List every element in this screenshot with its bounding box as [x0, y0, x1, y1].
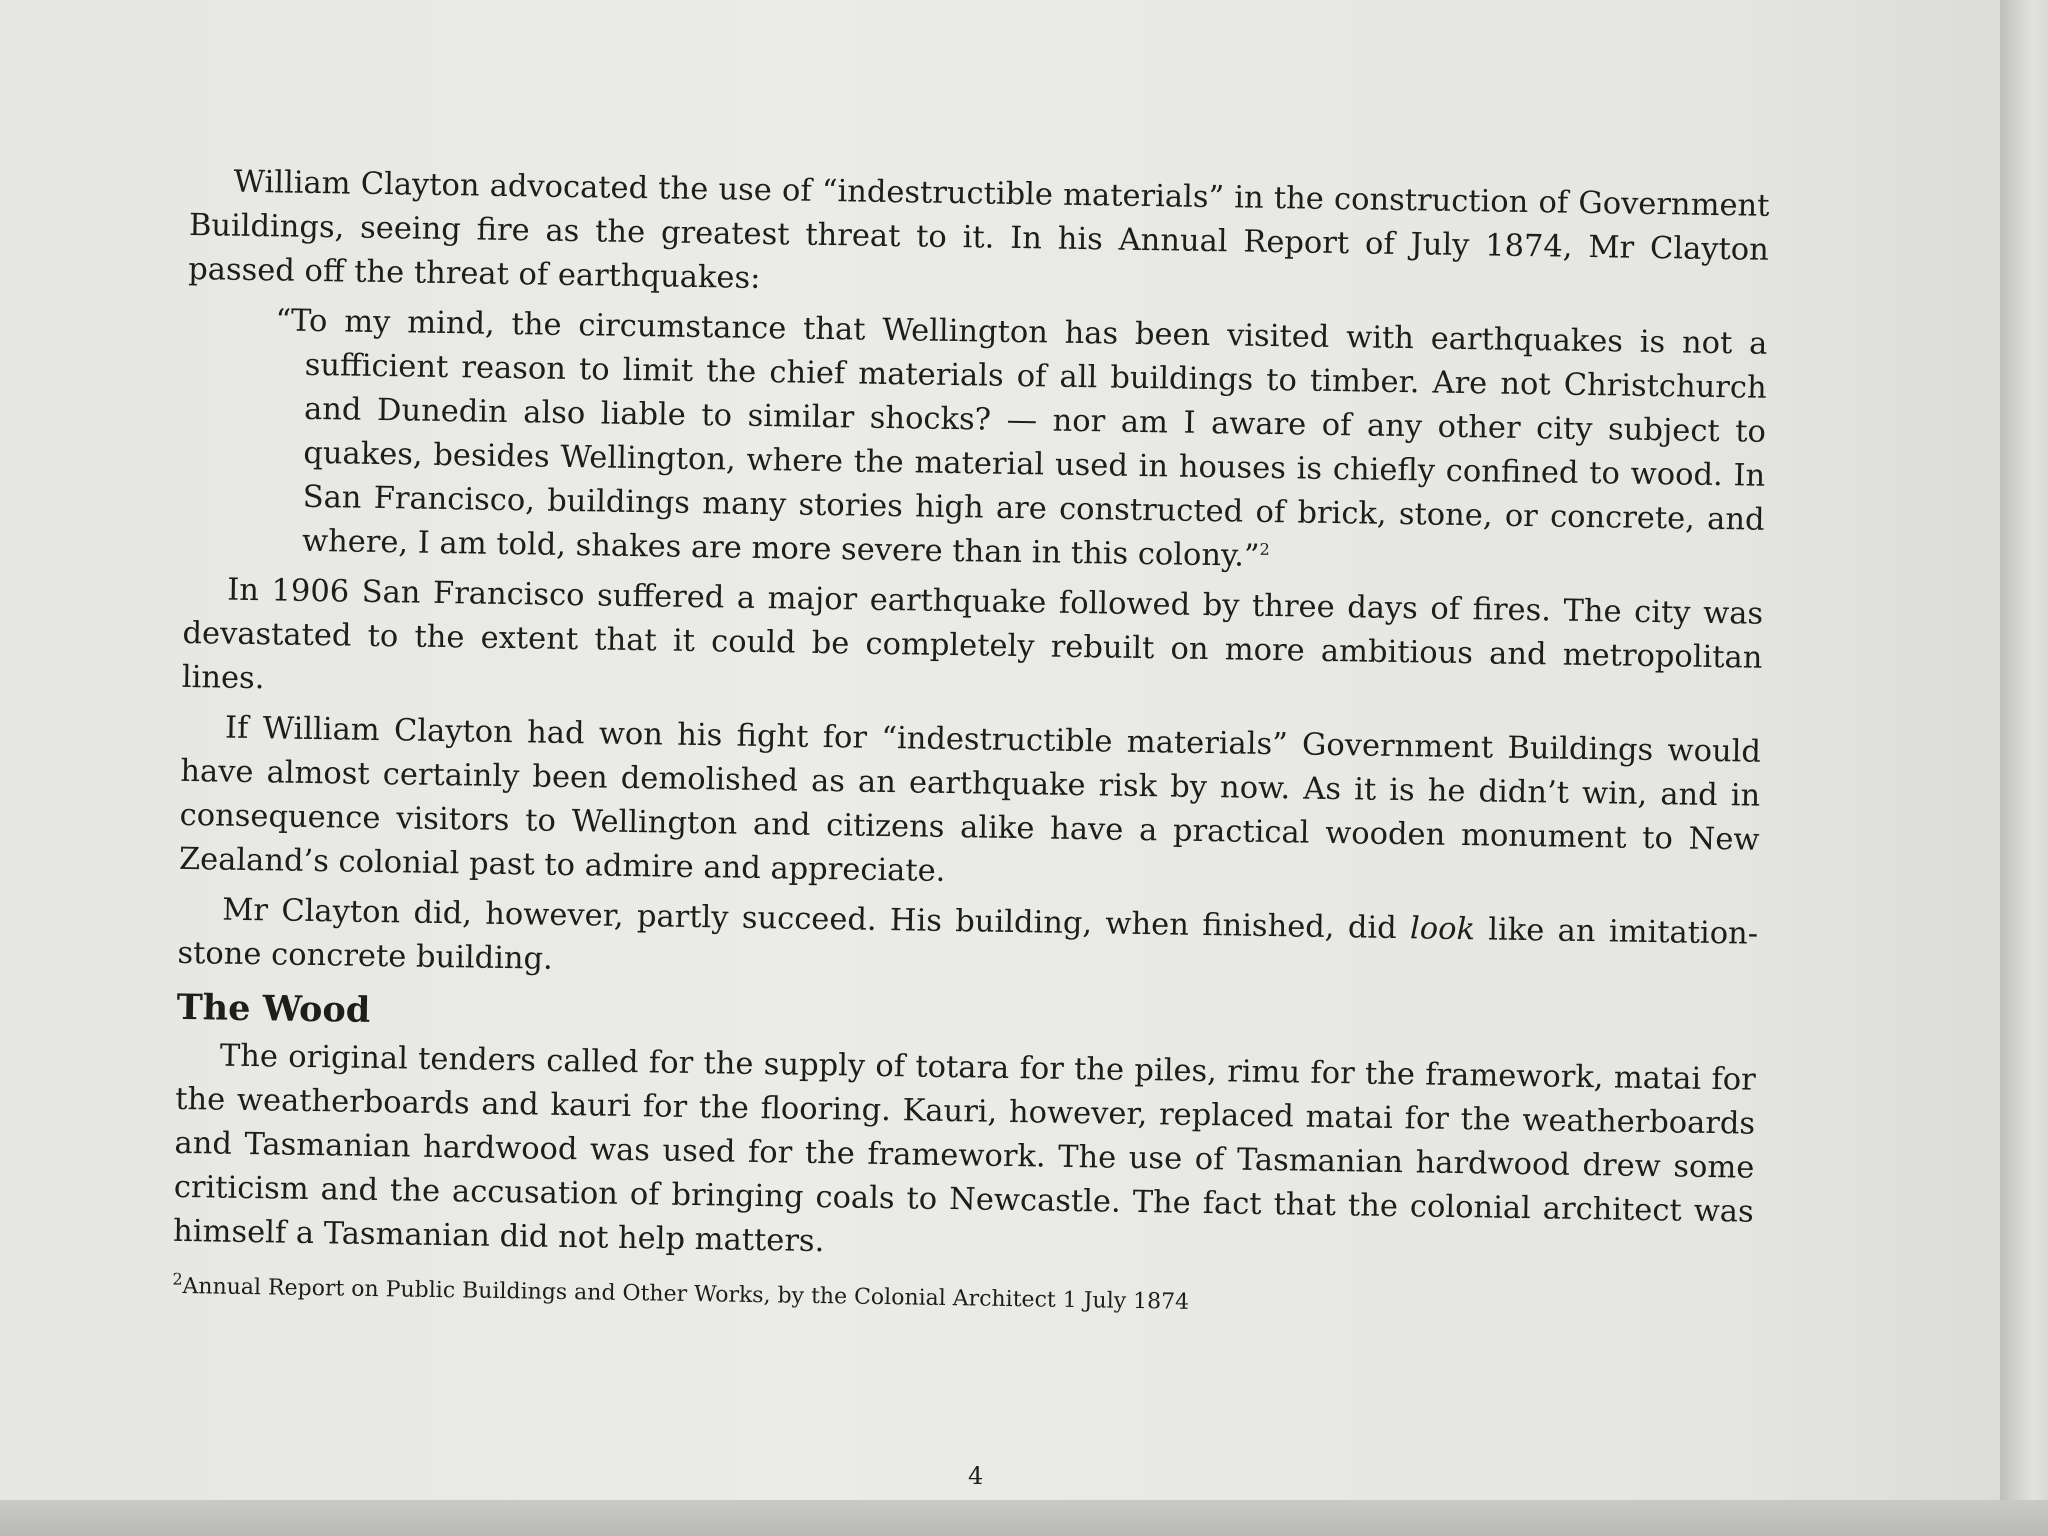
look-emphasis: look: [1409, 911, 1476, 948]
mr-clayton-text-before: Mr Clayton did, however, partly succeed. His building, when finished, did: [221, 892, 1411, 947]
footnote-number: 2: [172, 1269, 183, 1289]
section-heading-wood: The Wood: [176, 986, 371, 1031]
paragraph-mr-clayton: [177, 888, 1758, 1001]
footnote-text: Annual Report on Public Buildings and Other Works, by the Colonial Architect 1 July 1874: [182, 1274, 1190, 1315]
footnote: [172, 1269, 1752, 1327]
paragraph-wood: The original tenders called for the supply of totara for the piles, rimu for the framework, matai for the weatherboards and kauri for the flooring. Kauri, however, replaced matai for the weatherboards and Tasmanian hardwood was used for the framework. The use of Tasmanian hardwood drew some criticism and the accusation of bringing coals to Newcastle. The fact that the colonial architect was himself a Tasmanian did not help matters.: [172, 1038, 1757, 1260]
page-text-block: [172, 160, 1770, 1327]
paragraph-if-clayton: If William Clayton had won his fight for “indestructible materials” Government Buildings would have almost certainly been demolished as an earthquake risk by now. As it is he didn’t win, and in consequence visitors to Wellington and citizens alike have a practical wooden monument to New Zealand’s colonial past to admire and appreciate.: [178, 710, 1762, 889]
book-page-edge: [2000, 0, 2048, 1536]
paragraph-1906: In 1906 San Francisco suffered a major earthquake followed by three days of fires. The city was devastated to the extent that it could be completely rebuilt on more ambitious and metropolitan lines.: [181, 572, 1764, 697]
block-quote: [184, 298, 1768, 587]
quote-footnote-ref: 2: [1259, 539, 1270, 559]
intro-paragraph: William Clayton advocated the use of “indestructible materials” in the construction of Government Buildings, seeing fire as the greatest threat to it. In his Annual Report of July 1874, Mr Clayton passed off the threat of earthquakes:: [188, 164, 1770, 296]
page-number: 4: [968, 1462, 984, 1490]
mr-clayton-text-after: like an imitation-stone concrete building.: [177, 912, 1759, 977]
book-bottom-edge: [0, 1500, 2048, 1536]
quote-text: “To my mind, the circumstance that Wellington has been visited with earthquakes is not a sufficient reason to limit the chief materials of all buildings to timber. Are not Christchurch and Dunedin also liable to similar shocks? — nor am I aware of any other city subject to quakes, besides Wellington, where the material used in houses is chiefly confined to wood. In San Francisco, buildings many stories high are constructed of brick, stone, or concrete, and where, I am told, shakes are more severe than in this colony.”: [275, 303, 1768, 574]
